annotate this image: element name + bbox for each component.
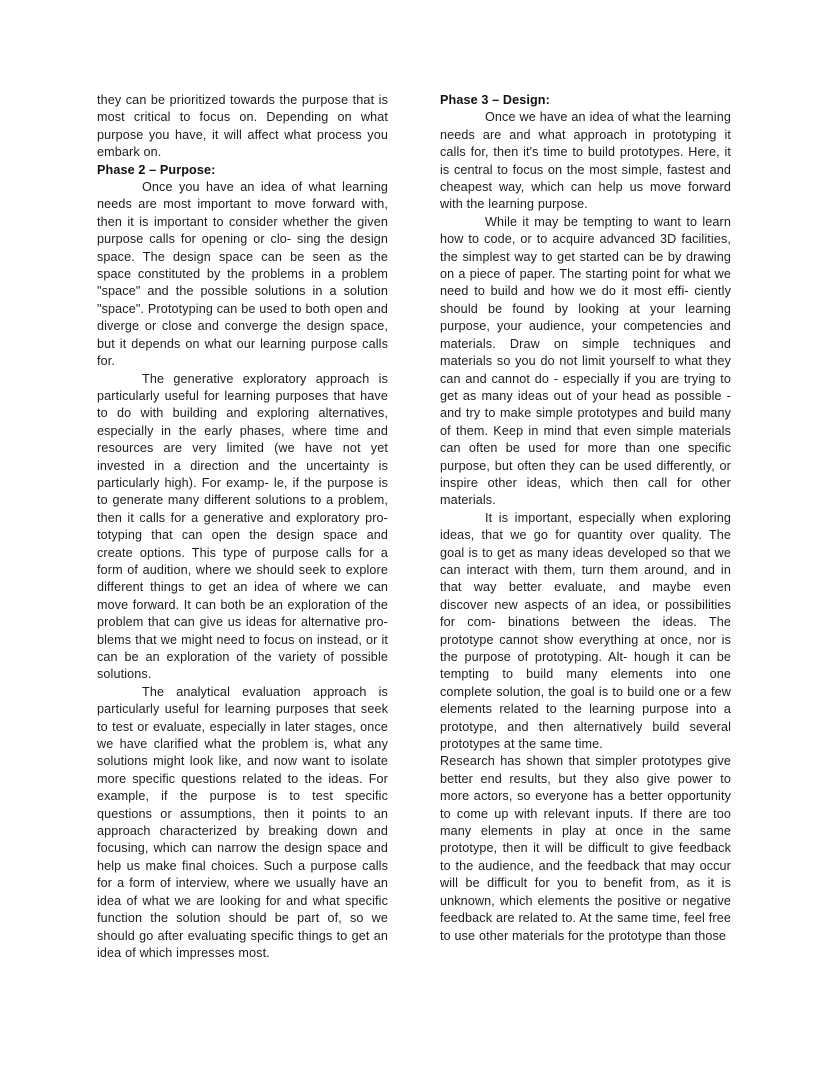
paragraph-simplest-way: While it may be tempting to want to learn how to code, or to acquire advanced 3D facilities, the simplest way to get started can be by drawing on a piece of paper. The starting point for what we need to build and how we do it most effi- ciently should be found by looking at your learning purpose, your audience, your competencies and materials. Draw on simple techniques and materials so you do not limit yourself to what they can and cannot do - especially if you are trying to get as many ideas out of your head as possible - and try to make simple prototypes and build many of them. Keep in mind that even simple materials can often be used for more than one specific purpose, but often they can be used differently, or inspire other ideas, which then call for other materials. — [440, 214, 731, 508]
paragraph-phase-3-intro: Once we have an idea of what the learning needs are and what approach in prototyping it calls for, then it's time to build prototypes. Here, it is central to focus on the most simple, fastest and cheapest way, which can help us move forward with the learning purpose. — [440, 110, 731, 212]
paragraph-phase-2-intro: Once you have an idea of what learning needs are most important to move forward with, then it is important to consider whether the given purpose calls for opening or clo- sing the design space. The design space can be seen as the space constituted by the problems in a problem "space" and the possible solutions in a solution "space". Prototyping can be used to both open and diverge or close and converge the design space, but it depends on what our learning purpose calls for. — [97, 180, 388, 369]
heading-phase-2-purpose: Phase 2 – Purpose: — [97, 162, 216, 177]
paragraph-analytical-evaluation: The analytical evaluation approach is particularly useful for learning purposes that seek to test or evaluate, especially in later stages, once we have clarified what the problem is, what any solutions might look like, and now want to isolate more specific questions related to the ideas. For example, if the purpose is to test specific questions or assumptions, then it points to an approach characterized by breaking down and focusing, which can narrow the design space and help us make final choices. Such a purpose calls for a form of interview, where we usually have an idea of what we are looking for and what specific function the solution should be part of, so we should go after evaluating specific things to get an idea of which impresses most. — [97, 684, 388, 960]
paragraph-research-simpler-prototypes: Research has shown that simpler prototypes give better end results, but they also give power to more actors, so everyone has a better opportunity to come up with relevant inputs. If there are too many elements in play at once in the same prototype, then it will be difficult to give feedback to the audience, and the feedback that may occur will be difficult for you to benefit from, as it is unknown, which elements the positive or negative feedback are related to. At the same time, feel free to use other materials for the prototype than those — [440, 754, 731, 943]
heading-phase-3-design: Phase 3 – Design: — [440, 93, 550, 107]
left-column — [97, 92, 388, 962]
paragraph-quantity-over-quality: It is important, especially when exploring ideas, that we go for quantity over quality. The goal is to get as many ideas developed so that we can interact with them, turn them around, and in that way better evaluate, and maybe even discover new aspects of an idea, or possibilities for com- binations between the ideas. The prototype cannot show everything at once, nor is the purpose of prototyping. Alt- hough it can be tempting to build many elements into one complete solution, the goal is to build one or a few elements related to the learning purpose into a prototype, and then alternatively build several prototypes at the same time. — [440, 510, 731, 752]
two-column-body — [97, 92, 731, 962]
paragraph-generative-exploratory: The generative exploratory approach is particularly useful for learning purposes that have to do with building and exploring alternatives, especially in the early phases, where time and resources are very limited (we have not yet invested in a direction and the uncertainty is particularly high). For examp- le, if the purpose is to generate many different solutions to a problem, then it calls for a generative and exploratory pro- totyping that can open the design space and create options. This type of purpose calls for a form of audition, where we should seek to explore different things to get an idea of where we can move forward. It can both be an exploration of the problem that can give us ideas for alternative pro- blems that we might need to focus on instead, or it can be an exploration of the variety of possible solutions. — [97, 371, 388, 682]
right-column — [440, 92, 731, 962]
paragraph-continuation: they can be prioritized towards the purpose that is most critical to focus on. Depending on what purpose you have, it will affect what process you embark on. — [97, 93, 388, 160]
